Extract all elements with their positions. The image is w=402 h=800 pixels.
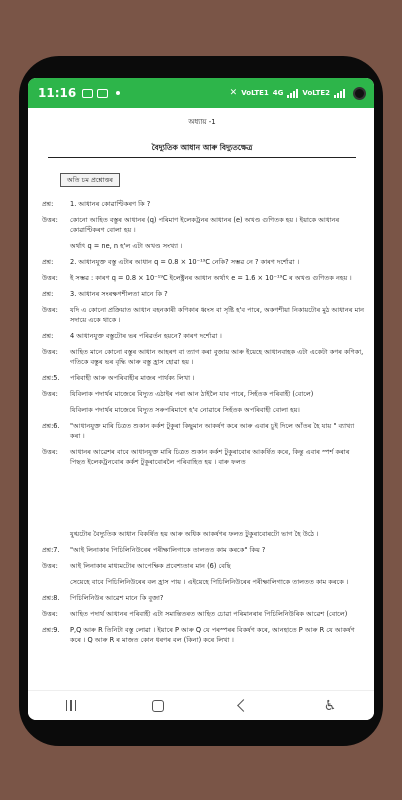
qa-text: যদি এ কোনো প্ৰক্ৰিয়াত আধান বহনকাৰী কণিকাৰ ধ্বংস বা সৃষ্টি হ'ব পাৰে, অকণশীয়া নিকায়টোৰ মুঠ আধানৰ মান সদায়ে একে থাকে । <box>70 306 365 324</box>
signal2-icon <box>334 89 345 98</box>
qa-row <box>38 273 366 283</box>
qa-row <box>38 447 366 467</box>
qa-label: প্ৰশ্ন:9. <box>42 626 60 634</box>
youtube-notification-icon <box>97 89 108 98</box>
qa-label: প্ৰশ্ন: <box>42 332 54 340</box>
qa-text: অৰ্থাৎ q = ne, n হ'ল এটা অখণ্ড সংখ্যা । <box>70 242 183 250</box>
qa-text: 4 আধানযুক্ত বস্তুটোৰ ভৰ পৰিৱৰ্তন হয়নে? কাৰণ দৰ্শোৱা । <box>70 332 222 340</box>
section-tag: অতি চম প্ৰশ্নোত্তৰ <box>60 173 120 187</box>
qa-label: উত্তৰ: <box>42 216 58 224</box>
document-content <box>28 108 374 690</box>
qa-row <box>38 625 366 645</box>
qa-row <box>38 405 366 415</box>
chapter-heading: অধ্যায় -1 <box>188 118 216 126</box>
qa-row <box>38 347 366 367</box>
qa-list-2 <box>38 529 366 645</box>
qa-text: আহিত পদাৰ্থ আধানৰ পৰিবাহী এটা সমান্তিতৰত আহিত চোৱা পৰিমানৰাৰ পিচিলিনিউৰিক আৱেশ (বোলে) <box>70 610 348 618</box>
qa-row <box>38 305 366 325</box>
status-bar <box>28 78 374 108</box>
qa-text: "আই লিনাকাৰ পিচিলিনিউৰেৰ পৰীক্ষালিগাকে তালতত কাম কৰকে" কিয় ? <box>70 546 266 554</box>
signal-icon <box>287 89 298 98</box>
qa-label: প্ৰশ্ন:5. <box>42 374 60 382</box>
qa-label: প্ৰশ্ন: <box>42 290 54 298</box>
screen <box>28 78 374 720</box>
qa-row <box>38 577 366 587</box>
qa-label: উত্তৰ: <box>42 562 58 570</box>
gallery-notification-icon <box>82 89 93 98</box>
qa-row <box>38 561 366 571</box>
qa-label: উত্তৰ: <box>42 610 58 618</box>
qa-label: উত্তৰ: <box>42 448 58 456</box>
qa-row <box>38 421 366 441</box>
qa-text: পিচিলিনিউৰ আৱেশ মানে কি বুজা? <box>70 594 164 602</box>
qa-label: প্ৰশ্ন: <box>42 258 54 266</box>
qa-row <box>38 215 366 235</box>
qa-text: সেয়েহে বাবে পিচিলিনিউৰেৰ বল হ্ৰাস পায় । এইয়েহে পিচিলিনিউৰেৰ পৰীক্ষালিগাকে তালতত কাম কৰকে । <box>70 578 349 586</box>
chapter-title: বৈদ্যুতিক আধান আৰু বিদ্যুতক্ষেত্ৰ <box>151 143 253 152</box>
front-camera-icon <box>353 87 366 100</box>
qa-label: প্ৰশ্ন:7. <box>42 546 60 554</box>
mute-icon: ✕ <box>229 87 238 98</box>
navigation-bar <box>28 690 374 720</box>
qa-text: যুগ্মটোৰ বৈদ্যুতিক আধান বিকৰ্ষিত হয় আৰু অধিক আকৰ্ষণৰ ফলত টুকুৰাবোৰটো ভাগ হৈ উঠে । <box>70 530 319 538</box>
qa-row <box>38 609 366 619</box>
qa-label: প্ৰশ্ন:8. <box>42 594 60 602</box>
notification-dot-icon <box>116 91 120 95</box>
qa-row <box>38 241 366 251</box>
recent-apps-button[interactable] <box>66 700 77 711</box>
qa-text: "আধানযুক্ত মাৰি চিত্ৰত শুকান কৰ্কশ টুকুৰা কিছুমান আকৰ্ষণ কৰে আৰু এবাৰ চুই দিলে আঁতৰ হৈ যায় " ব্যাখ্যা কৰা । <box>70 422 355 440</box>
volte1-label: VoLTE1 <box>241 88 269 97</box>
qa-label: উত্তৰ: <box>42 274 58 282</box>
qa-row <box>38 593 366 603</box>
accessibility-icon[interactable]: ♿ <box>323 697 337 714</box>
page-gap <box>38 467 366 523</box>
qa-label: উত্তৰ: <box>42 390 58 398</box>
qa-row <box>38 257 366 267</box>
qa-text: পৰিবাহী আৰু অপৰিবাহীৰ মাজৰ পাৰ্থক্য লিখা । <box>70 374 195 382</box>
qa-label: উত্তৰ: <box>42 348 58 356</box>
qa-text: ই সম্ভৱ : কাৰণ q = 0.8 × 10⁻¹⁹C ইলেক্ট্ৰনৰ আধান অৰ্থাৎ e = 1.6 × 10⁻¹⁹C ৰ অখণ্ড গুণিতক নহয় । <box>70 274 352 282</box>
qa-text: আই লিনাকাৰ মাধ্যমটোৰ আপেক্ষিক প্ৰবেশ্যতাৰ মান (6) বেছি <box>70 562 231 570</box>
qa-label: প্ৰশ্ন: <box>42 200 54 208</box>
qa-label: উত্তৰ: <box>42 306 58 314</box>
qa-row <box>38 373 366 383</box>
status-time: 11:16 <box>38 86 77 100</box>
qa-text: P,Q আৰু R তিনিটা বস্তু লোৱা । ইয়াৰে P আৰু Q যে পৰস্পৰৰ বিকৰ্ষণ কৰে, আনহাতে P আৰু R যে আকৰ্ষণ কৰে । Q আৰু R ৰ মাজত কোন ধৰণৰ বল (কিনা) কৰে লিখা । <box>70 626 355 644</box>
qa-text: যিবিলাক পদাৰ্থৰ মাজেৰে বিদ্যুত সৰুপৰিমাণে হ'ব নোৱাৰে সিহঁতক অপৰিবাহী বোলা হয়। <box>70 406 300 414</box>
home-button[interactable] <box>152 700 164 712</box>
qa-text: যিবিলাক পদাৰ্থৰ মাজেৰে বিদ্যুত এঠাইৰ পৰা আন ঠাইলৈ যাব পাৰে, সিহঁতক পৰিবাহী (বোলে) <box>70 390 314 398</box>
qa-label: প্ৰশ্ন:6. <box>42 422 60 430</box>
divider <box>48 157 356 158</box>
volte2-label: VoLTE2 <box>302 88 330 97</box>
qa-row <box>38 199 366 209</box>
qa-row <box>38 545 366 555</box>
qa-row <box>38 529 366 539</box>
qa-text: 1. আধানৰ কোৱাণ্টিকৰণ কি ? <box>70 200 151 208</box>
qa-text: কোনো আহিত বস্তুৰ আধানৰ (q) পৰিমাণ ইলেকট্ৰনৰ আধানৰ (e) অখণ্ড গুণিতক হয় । ইয়াকে আধানৰ কোৱাণ্টিকৰণ বোলা হয় । <box>70 216 340 234</box>
qa-text: 2. আধানযুক্ত বস্তু এটাৰ আধান q = 0.8 × 10⁻¹⁹C নেকি? সম্ভৱ নে ? কাৰণ দৰ্শোৱা । <box>70 258 300 266</box>
qa-text: আধানৰ আৱেশৰ বাবে আধানযুক্ত মাৰি চিত্ৰত শুকান কৰ্কশ টুকুৰাবোৰ আকৰ্ষিত কৰে, কিন্তু এবাৰ স্পৰ্শ কৰাৰ পিছত ইলেকট্ৰনবোৰ কৰ্কশ টুকুৰাবোৰলৈ পৰিবাহিত হয় । বাৰু ফলত <box>70 448 350 466</box>
qa-row <box>38 289 366 299</box>
qa-row <box>38 389 366 399</box>
back-button[interactable] <box>237 699 250 712</box>
qa-text: 3. আধানৰ সংৰক্ষণশীলতা মানে কি ? <box>70 290 168 298</box>
qa-list <box>38 199 366 467</box>
qa-text: আহিত মানে কোনো বস্তুৰ আধান আহৰণ বা ত্যাগ কৰা বুজায় আৰু ইয়েহে আধানবাহক এটা একেটা কণৰ কণিকা, গতিকে বস্তুৰ ভৰ বৃদ্ধি আৰু বস্তু হ্ৰাস হোৱা হয় । <box>70 348 364 366</box>
network-type-label: 4G <box>272 88 284 97</box>
qa-row <box>38 331 366 341</box>
